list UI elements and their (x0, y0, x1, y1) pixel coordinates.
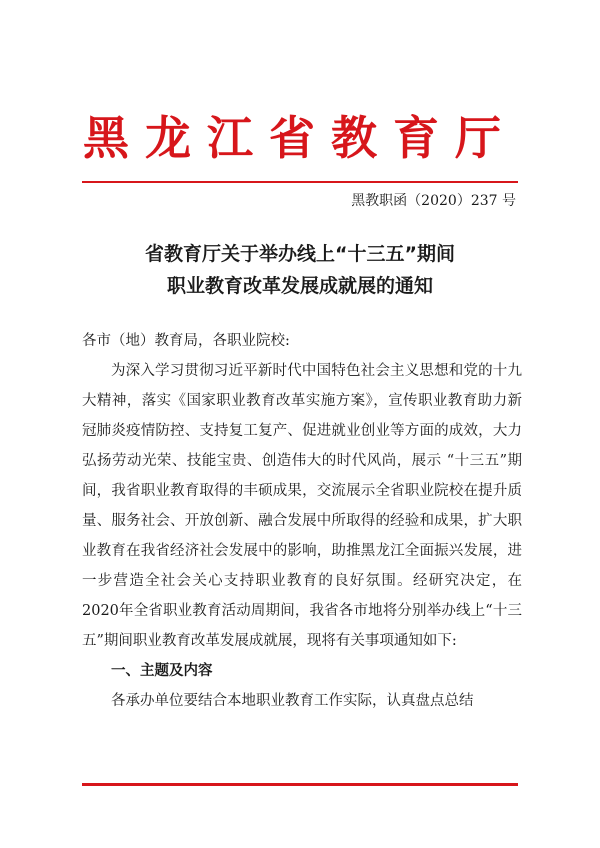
document-body (82, 326, 522, 716)
org-title: 黑龙江省教育厅 (83, 111, 517, 165)
section-1-text: 各承办单位要结合本地职业教育工作实际，认真盘点总结 (111, 693, 474, 709)
section-heading-1: 一、主题及内容 (111, 663, 213, 679)
document-title (0, 238, 600, 302)
paragraph-1: 为深入学习贯彻习近平新时代中国特色社会主义思想和党的十九大精神，落实《国家职业教育改革实施方案》，宣传职业教育助力新冠肺炎疫情防控、支持复工复产、促进就业创业等方面的成效，大力弘扬劳动光荣、技能宝贵、创造伟大的时代风尚，展示 “十三五”期间，我省职业教育取得的丰硕成果，交流展示全省职业院校在提升质量、服务社会、开放创新、融合发展中所取得的经验和成果，扩大职业教育在我省经济社会发展中的影响，助推黑龙江全面振兴发展，进一步营造全社会关心支持职业教育的良好氛围。经研究决定，在2020年全省职业教育活动周期间，我省各市地将分别举办线上“十三五”期间职业教育改革发展成就展，现将有关事项通知如下: (82, 363, 522, 649)
footer-red-rule (82, 783, 518, 786)
document-title-line-2: 职业教育改革发展成就展的通知 (166, 275, 433, 297)
document-title-line-1: 省教育厅关于举办线上“十三五”期间 (145, 243, 455, 265)
document-number: 黑教职函（2020）237 号 (351, 193, 516, 209)
header-red-rule (82, 181, 518, 183)
salutation: 各市（地）教育局，各职业院校: (82, 333, 290, 349)
